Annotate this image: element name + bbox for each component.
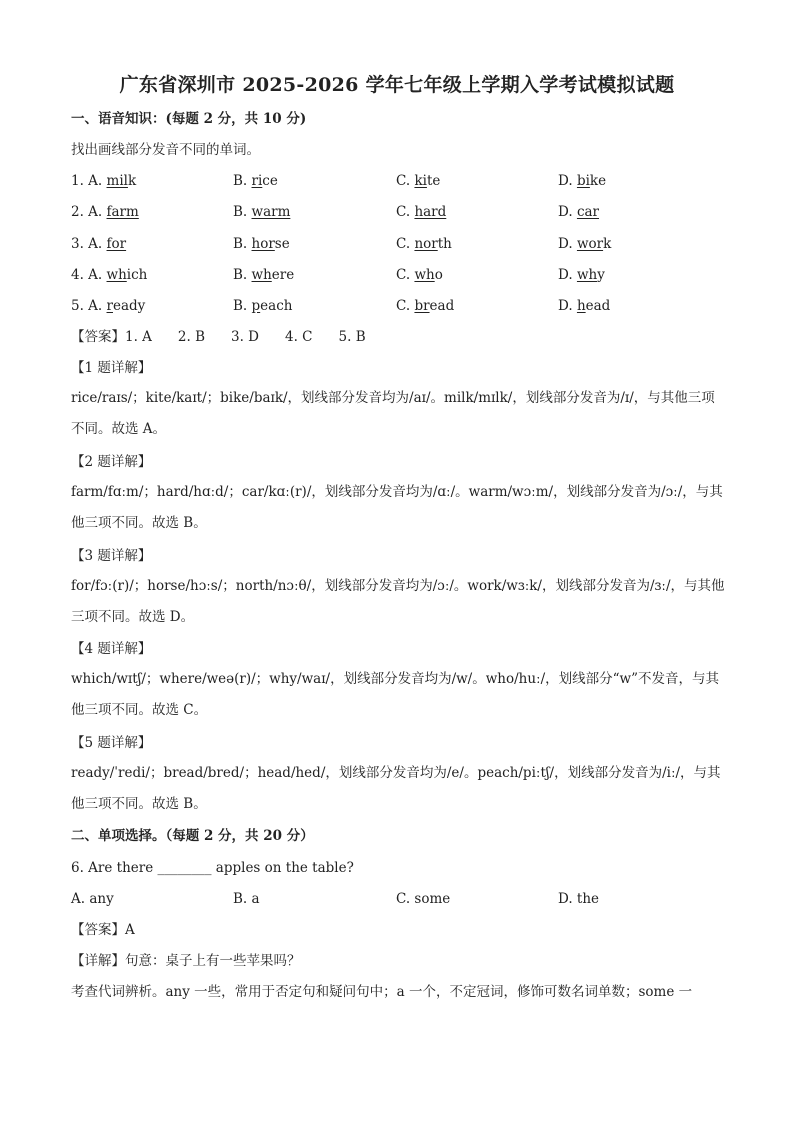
underlined-part: car [576,204,600,220]
question-option [71,235,126,253]
question-option [233,266,294,284]
answer-item: 1. A [125,329,152,345]
word-rest: ce [262,173,278,189]
word-prefix: D. [558,236,577,252]
question-option [558,266,605,284]
detail-meaning: 句意：桌子上有一些苹果吗？ [125,953,301,969]
word-rest: ere [271,267,295,283]
word-prefix: C. [396,173,415,189]
word-prefix: D. [558,298,577,314]
section1-instruction: 找出画线部分发音不同的单词。 [71,142,260,158]
question-number: 5. A. [71,298,103,314]
word-prefix: D. [558,267,577,283]
underlined-part: ri [251,173,263,189]
section2-heading: 二、单项选择。（每题 2 分，共 20 分） [71,828,314,844]
underlined-part: wor [576,236,604,252]
word-rest: se [274,236,290,252]
underlined-part: br [414,298,430,314]
answer-item: 5. B [338,329,366,345]
option-b: B. a [233,891,260,907]
question-6-stem [71,859,354,877]
detail-text: farm/fɑːm/；hard/hɑːd/；car/kɑː(r)/，划线部分发音均为/ɑː/。warm/wɔːm/，划线部分发音为/ɔː/，与其他三项不同。故选 B。 [71,484,723,531]
option-a: A. any [71,891,114,907]
word-rest: ead [585,298,611,314]
detail-heading: 【1 题详解】 [71,360,152,376]
answer-item: 2. B [177,329,206,345]
underlined-part: h [576,298,586,314]
word-rest: te [426,173,441,189]
question-option [71,203,139,221]
underlined-part: hor [251,236,275,252]
question-option [396,172,440,190]
page-title: 广东省深圳市 2025-2026 学年七年级上学期入学考试模拟试题 [119,74,675,96]
detail-text: which/wɪtʃ/；where/weə(r)/；why/waɪ/，划线部分发音均为/w/。who/huː/，划线部分“w”不发音，与其他三项不同。故选 C。 [71,671,719,718]
option-c: C. some [396,891,451,907]
detail-label: 【详解】 [71,953,125,969]
word-rest: ich [126,267,148,283]
answer-label: 【答案】 [71,922,125,938]
answer-label: 【答案】 [71,329,125,345]
answer-blank: ________ [157,860,212,876]
underlined-part: for [106,236,127,252]
question-option [71,297,145,315]
underlined-part: nor [414,236,438,252]
detail-text: ready/ˈredi/；bread/bred/；head/hed/，划线部分发音均为/e/。peach/piːtʃ/，划线部分发音为/iː/，与其他三项不同。故选 B。 [71,765,721,812]
q6-detail-text: 考查代词辨析。any 一些，常用于否定句和疑问句中；a 一个，不定冠词，修饰可数名词单数；some 一 [71,984,693,1000]
question-option [396,203,446,221]
word-rest: k [127,173,137,189]
underlined-part: warm [251,204,291,220]
underlined-part: farm [106,204,139,220]
section1-heading: 一、语音知识：(每题 2 分，共 10 分) [71,111,307,127]
answer-item: 4. C [285,329,313,345]
underlined-part: wh [251,267,272,283]
answer-item: 3. D [231,329,260,345]
detail-text: rice/raɪs/；kite/kaɪt/；bike/baɪk/，划线部分发音均为/aɪ/。milk/mɪlk/，划线部分发音为/ɪ/，与其他三项不同。故选 A。 [71,390,715,437]
option-d: D. the [558,891,600,907]
answer-row [71,328,392,346]
stem-before: 6. Are there [71,860,158,876]
q6-answer [71,921,135,939]
underlined-part: bi [576,173,590,189]
word-rest: th [437,236,452,252]
question-option [558,172,606,190]
word-prefix: D. [558,173,577,189]
word-prefix: C. [396,204,415,220]
underlined-part: wh [106,267,127,283]
word-prefix: D. [558,204,577,220]
answer-value: A [125,922,135,938]
question-option [396,297,454,315]
underlined-part: mil [106,173,128,189]
question-option [233,203,290,221]
question-number: 3. A. [71,236,103,252]
underlined-part: r [106,298,113,314]
word-rest: each [260,298,293,314]
question-option [71,172,136,190]
question-number: 2. A. [71,204,103,220]
word-rest: y [597,267,605,283]
word-prefix: B. [233,267,252,283]
question-option [233,297,292,315]
underlined-part: hard [414,204,447,220]
word-rest: ead [429,298,455,314]
underlined-part: wh [414,267,435,283]
word-rest: eady [112,298,146,314]
question-number: 1. A. [71,173,103,189]
question-option [558,235,611,253]
question-option [558,203,599,221]
question-option [233,235,290,253]
q6-detail [71,952,301,970]
underlined-part: wh [576,267,598,283]
word-rest: k [603,236,612,252]
underlined-part: ki [414,173,427,189]
word-prefix: B. [233,236,252,252]
detail-heading: 【5 题详解】 [71,735,152,751]
question-option [71,266,147,284]
underlined-part: p [251,298,261,314]
detail-text: for/fɔː(r)/；horse/hɔːs/；north/nɔːθ/，划线部分发音均为/ɔː/。work/wɜːk/，划线部分发音为/ɜː/，与其他三项不同。故选 D。 [71,578,725,625]
question-option [233,172,278,190]
word-prefix: C. [396,298,415,314]
word-prefix: C. [396,236,415,252]
word-rest: ke [589,173,607,189]
word-prefix: B. [233,298,252,314]
detail-heading: 【3 题详解】 [71,548,152,564]
word-prefix: B. [233,173,252,189]
question-number: 4. A. [71,267,103,283]
stem-after: apples on the table? [211,860,354,876]
question-option [396,235,452,253]
word-prefix: C. [396,267,415,283]
question-option [558,297,610,315]
word-rest: o [434,267,443,283]
word-prefix: B. [233,204,252,220]
question-option [396,266,443,284]
detail-heading: 【2 题详解】 [71,454,152,470]
detail-heading: 【4 题详解】 [71,641,152,657]
